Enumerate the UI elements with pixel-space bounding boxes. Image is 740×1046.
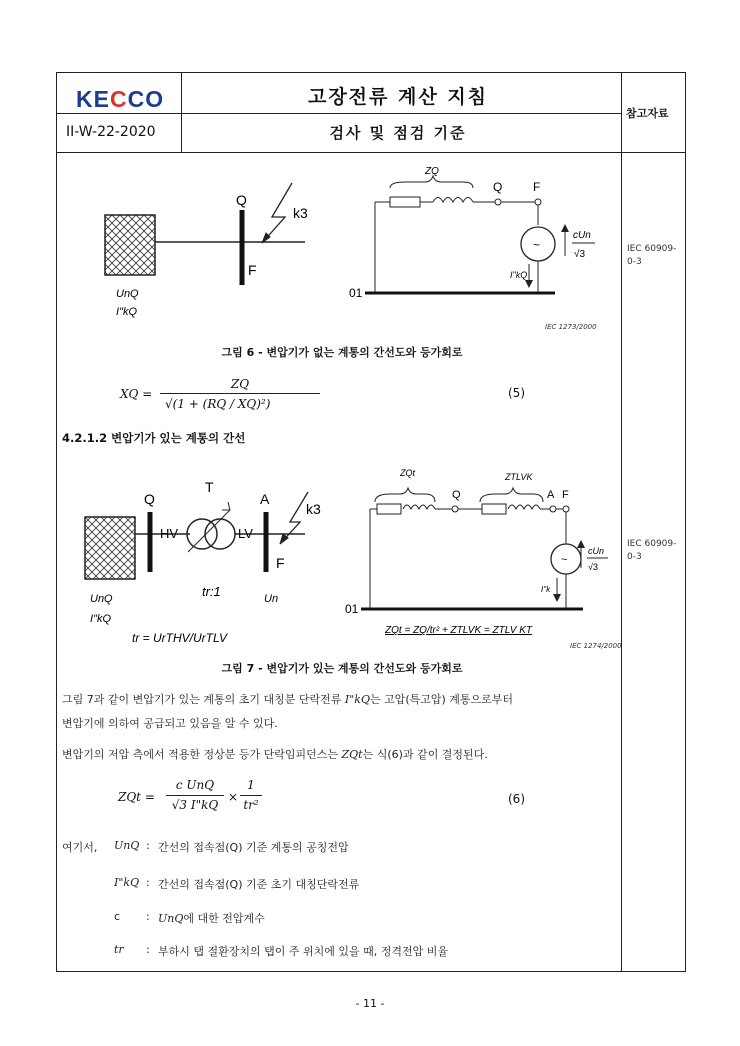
fig7-label-a2: A <box>547 489 555 501</box>
fig6-label-f: F <box>248 262 257 278</box>
page-number: - 11 - <box>355 997 385 1010</box>
side-note-2: IEC 60909-0-3 <box>627 539 677 562</box>
def-4-colon: : <box>146 943 150 956</box>
fig7-node-01: 01 <box>345 602 359 616</box>
fig6-iec-note: IEC 1273/2000 <box>545 323 597 331</box>
fig6-label-unq: UnQ <box>116 288 139 300</box>
fig7-iec-note: IEC 1274/2000 <box>570 642 622 650</box>
figure6-caption: 그림 6 - 변압기가 없는 계통의 간선도와 등가회로 <box>221 346 463 359</box>
fig7-formula-zqt: ZQt = ZQ/tr² + ZTLVK = ZTLV KT <box>385 625 532 636</box>
fig7-label-un: Un <box>264 593 279 605</box>
def-2-symbol: I"kQ <box>114 876 140 889</box>
svg-text:~: ~ <box>533 238 541 252</box>
fig7-label-ikq: I"kQ <box>90 613 112 625</box>
fig7-label-q2: Q <box>452 489 461 501</box>
fig7-label-k3: k3 <box>306 501 321 517</box>
equation-5-number: (5) <box>508 386 525 400</box>
fig7-label-f2: F <box>562 489 569 501</box>
equation-6: ZQt = c UnQ √3 I"kQ × 1 tr² <box>118 778 358 824</box>
figure7-equivalent-circuit <box>345 462 615 642</box>
fig7-label-cu: cUn <box>588 546 605 556</box>
network-feeder-block <box>105 215 155 275</box>
fig7-label-zqt: ZQt <box>400 468 415 478</box>
def-1-colon: : <box>146 839 150 852</box>
def-3-colon: : <box>146 910 150 923</box>
def-1-text: 간선의 접속점(Q) 기준 계통의 공칭전압 <box>158 841 349 854</box>
document-subtitle: 검사 및 점검 기준 <box>329 124 467 142</box>
side-col-line <box>621 72 622 972</box>
fig6-label-q: Q <box>236 192 247 208</box>
transformer-hv-winding <box>187 519 217 549</box>
document-title: 고장전류 계산 지침 <box>307 86 489 108</box>
fig7-label-unq: UnQ <box>90 593 113 605</box>
fig7-label-ztlvk: ZTLVK <box>505 472 533 482</box>
def-1-symbol: UnQ <box>114 839 140 852</box>
inductor <box>433 198 473 203</box>
header-col-line <box>181 72 182 152</box>
fig6-label-zq: ZQ <box>425 166 439 177</box>
side-note-1: IEC 60909-0-3 <box>627 244 677 267</box>
paragraph-1-line-1: 그림 7과 같이 변압기가 있는 계통의 초기 대칭분 단락전류 I"kQ는 고압(특고압) 계통으로부터 <box>62 693 514 706</box>
def-4-text: 부하시 탭 절환장치의 탭이 주 위치에 있을 때, 정격전압 비율 <box>158 945 448 958</box>
def-2-text: 간선의 접속점(Q) 기준 초기 대칭단락전류 <box>158 878 360 891</box>
section-heading: 4.2.1.2 변압기가 있는 계통의 간선 <box>62 431 246 445</box>
reference-label: 참고자료 <box>626 107 669 120</box>
fig6-label-q2: Q <box>493 180 503 194</box>
kesco-logo: KECCO <box>76 86 165 112</box>
paragraph-2: 변압기의 저압 측에서 적용한 정상분 등가 단락임피던스는 ZQt는 식(6)과 같이 결정된다. <box>62 748 488 761</box>
figure7-single-line <box>80 472 350 652</box>
fig7-formula-tr: tr = UrTHV/UrTLV <box>132 631 228 645</box>
fig7-label-a: A <box>260 491 270 507</box>
fig6-label-k3: k3 <box>293 205 308 221</box>
figure7-caption: 그림 7 - 변압기가 있는 계통의 간선도와 등가회로 <box>221 662 463 675</box>
def-3-symbol: c <box>114 910 121 923</box>
paragraph-1-line-2: 변압기에 의하여 공급되고 있음을 알 수 있다. <box>62 717 278 730</box>
def-4-symbol: tr <box>114 943 124 956</box>
network-feeder-block-2 <box>85 517 135 579</box>
resistor <box>390 197 420 207</box>
def-3-text: UnQ에 대한 전압계수 <box>158 912 265 925</box>
fig7-label-lv: LV <box>238 526 253 541</box>
fig6-label-cu: cUn <box>573 230 591 241</box>
fig7-label-hv: HV <box>160 526 179 541</box>
fig6-label-f2: F <box>533 180 541 194</box>
figure6-single-line <box>80 175 340 325</box>
def-2-colon: : <box>146 876 150 889</box>
document-number: II-W-22-2020 <box>66 124 156 140</box>
fig6-label-ikq: I"kQ <box>116 306 138 318</box>
fig7-label-ik: I"k <box>541 585 551 594</box>
fig7-label-q: Q <box>144 491 155 507</box>
fig7-label-f: F <box>276 555 285 571</box>
header-divider <box>56 113 621 114</box>
fig6-label-sqrt3: √3 <box>574 249 586 260</box>
transformer-lv-winding <box>205 519 235 549</box>
definitions-lead: 여기서, <box>62 841 98 854</box>
fig6-label-ik: I"kQ <box>510 270 528 280</box>
fig7-label-sqrt3: √3 <box>588 562 598 572</box>
svg-text:~: ~ <box>561 554 568 566</box>
fig7-label-t: T <box>205 479 214 495</box>
fig7-label-tr: tr:1 <box>202 584 221 599</box>
figure6-equivalent-circuit <box>345 160 605 332</box>
header-bottom-line <box>56 152 686 153</box>
fig6-node-01: 01 <box>349 286 363 300</box>
equation-6-number: (6) <box>508 792 525 806</box>
